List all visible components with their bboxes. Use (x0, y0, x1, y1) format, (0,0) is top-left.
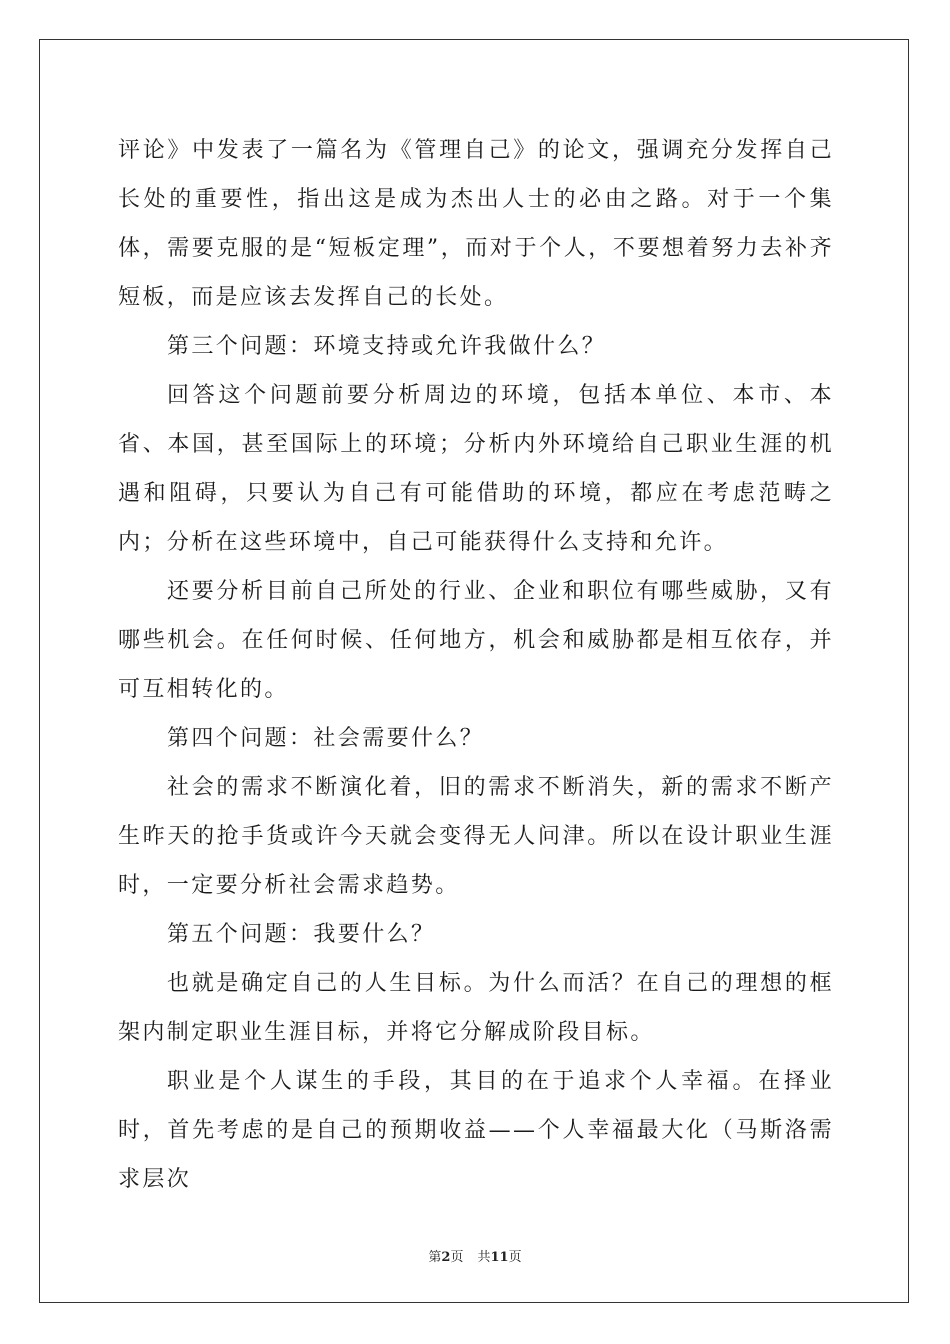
document-body (118, 126, 834, 1204)
paragraph-life-goals: 也就是确定自己的人生目标。为什么而活？在自己的理想的框架内制定职业生涯目标，并将它分解成阶段目标。 (118, 971, 834, 1045)
total-pages: 11 (490, 1250, 509, 1265)
page-number: 2 (441, 1250, 451, 1265)
question-three-heading: 第三个问题：环境支持或允许我做什么？ (167, 334, 607, 359)
question-four-heading: 第四个问题：社会需要什么？ (167, 726, 485, 751)
paragraph-environment-analysis: 回答这个问题前要分析周边的环境，包括本单位、本市、本省、本国，甚至国际上的环境；分析内外环境给自己职业生涯的机遇和阻碍，只要认为自己有可能借助的环境，都应在考虑范畴之内；分析在这些环境中，自己可能获得什么支持和允许。 (118, 383, 834, 555)
page-footer (0, 1246, 950, 1265)
total-suffix: 页 (508, 1250, 522, 1265)
paragraph-threats-opportunities: 还要分析目前自己所处的行业、企业和职位有哪些威胁，又有哪些机会。在任何时候、任何地方，机会和威胁都是相互依存，并可互相转化的。 (118, 579, 834, 702)
paragraph-social-needs: 社会的需求不断演化着，旧的需求不断消失，新的需求不断产生昨天的抢手货或许今天就会变得无人问津。所以在设计职业生涯时，一定要分析社会需求趋势。 (118, 775, 834, 898)
paragraph-career-happiness: 职业是个人谋生的手段，其目的在于追求个人幸福。在择业时，首先考虑的是自己的预期收益——个人幸福最大化（马斯洛需求层次 (118, 1069, 834, 1192)
page-suffix: 页 (450, 1250, 464, 1265)
page-prefix: 第 (428, 1250, 442, 1265)
paragraph-continued: 评论》中发表了一篇名为《管理自己》的论文，强调充分发挥自己长处的重要性，指出这是成为杰出人士的必由之路。对于一个集体，需要克服的是“短板定理”，而对于个人，不要想着努力去补齐短板，而是应该去发挥自己的长处。 (118, 138, 834, 310)
total-prefix: 共 (477, 1250, 491, 1265)
question-five-heading: 第五个问题：我要什么？ (167, 922, 436, 947)
